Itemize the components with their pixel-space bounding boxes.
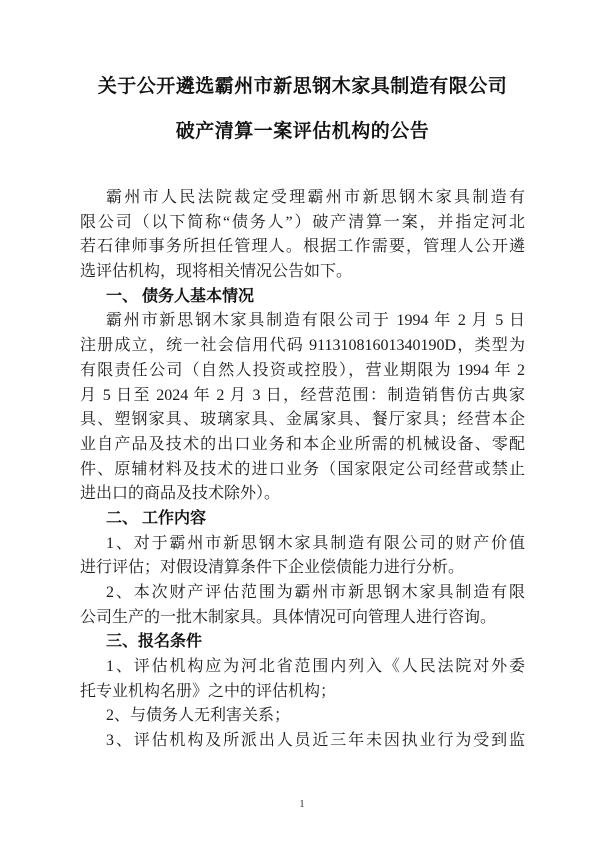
- paragraph-line: 2、本次财产评估范围为霸州市新思钢木家具制造有限: [106, 584, 525, 601]
- page-number: 1: [299, 799, 305, 810]
- document-title-line-1: 关于公开遴选霸州市新思钢木家具制造有限公司: [97, 76, 508, 97]
- paragraph-line: 选评估机构，现将相关情况公告如下。: [80, 263, 353, 281]
- section-heading: 三、报名条件: [106, 633, 203, 651]
- paragraph-line: 霸州市人民法院裁定受理霸州市新思钢木家具制造有: [106, 189, 525, 206]
- paragraph-line: 托专业机构名册》之中的评估机构；: [80, 682, 337, 700]
- paragraph-line: 限公司（以下简称“债务人”）破产清算一案，并指定河北: [80, 213, 525, 231]
- paragraph-line: 月 5 日至 2024 年 2 月 3 日，经营范围：制造销售仿古典家: [80, 386, 525, 404]
- paragraph-line: 件、原辅材料及技术的进口业务（国家限定公司经营或禁止: [80, 460, 525, 478]
- paragraph-line: 霸州市新思钢木家具制造有限公司于 1994 年 2 月 5 日: [106, 312, 525, 330]
- paragraph-line: 有限责任公司（自然人投资或控股），营业期限为 1994 年 2: [80, 361, 525, 379]
- paragraph-line: 进出口的商品及技术除外）。: [80, 485, 281, 503]
- section-heading: 一、 债务人基本情况: [106, 287, 255, 305]
- paragraph-line: 业自产品及技术的出口业务和本企业所需的机械设备、零配: [80, 435, 525, 453]
- document-body: [80, 186, 525, 754]
- paragraph-line: 2、与债务人无利害关系；: [106, 707, 291, 725]
- paragraph-line: 3、评估机构及所派出人员近三年未因执业行为受到监: [106, 732, 525, 750]
- paragraph-line: 注册成立，统一社会信用代码 91131081601340190D，类型为: [80, 337, 525, 355]
- document-title: [80, 74, 525, 144]
- paragraph-line: 1、对于霸州市新思钢木家具制造有限公司的财产价值: [106, 534, 525, 552]
- paragraph-line: 公司生产的一批木制家具。具体情况可向管理人进行咨询。: [80, 608, 497, 626]
- paragraph-line: 若石律师事务所担任管理人。根据工作需要，管理人公开遴: [80, 238, 525, 256]
- paragraph-line: 具、塑钢家具、玻璃家具、金属家具、餐厅家具；经营本企: [80, 411, 525, 429]
- paragraph-line: 1、评估机构应为河北省范围内列入《人民法院对外委: [106, 658, 525, 676]
- document-title-line-2: 破产清算一案评估机构的公告: [175, 121, 430, 142]
- paragraph-line: 进行评估；对假设清算条件下企业偿债能力进行分析。: [80, 559, 465, 577]
- section-heading: 二、 工作内容: [106, 509, 207, 527]
